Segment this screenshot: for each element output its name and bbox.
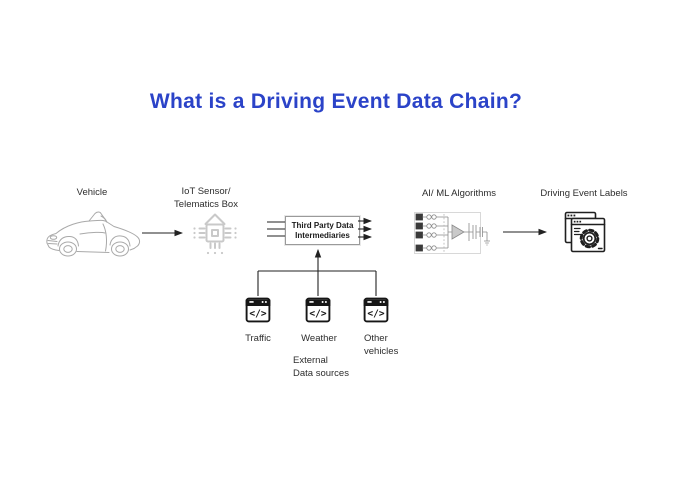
external-data-sources-caption xyxy=(293,354,349,380)
code-glyph: </> xyxy=(367,308,385,320)
other-vehicles-label-line1: Other xyxy=(364,333,388,344)
vehicle-label: Vehicle xyxy=(76,187,108,198)
gear-window-icon xyxy=(563,210,607,254)
third-party-data-box xyxy=(285,216,360,245)
third-party-data-box-line1: Third Party Data xyxy=(291,220,354,230)
other-vehicles-label-line2: vehicles xyxy=(364,346,399,357)
ai-ml-label: AI/ ML Algorithms xyxy=(421,188,497,199)
code-window-icon-traffic xyxy=(245,297,271,323)
driving-event-labels-label: Driving Event Labels xyxy=(540,188,628,199)
neural-circuit-icon xyxy=(414,211,494,255)
car-sketch-icon xyxy=(44,210,144,258)
intermediary-input-lines xyxy=(267,222,285,236)
code-glyph: </> xyxy=(249,308,267,320)
iot-sensor-label-line2: Telematics Box xyxy=(174,199,238,210)
other-vehicles-label xyxy=(364,332,398,358)
iot-sensor-label-line1: IoT Sensor/ xyxy=(181,186,231,197)
code-window-icon-other-vehicles xyxy=(363,297,389,323)
external-caption-line2: Data sources xyxy=(293,368,349,379)
external-sources-connector xyxy=(258,271,376,296)
code-glyph: </> xyxy=(309,308,327,320)
external-caption-line1: External xyxy=(293,355,328,366)
code-window-icon-weather xyxy=(305,297,331,323)
traffic-label: Traffic xyxy=(245,333,271,344)
microchip-icon xyxy=(191,209,239,257)
third-party-data-box-line2: Intermediaries xyxy=(295,230,350,240)
iot-sensor-label xyxy=(174,185,238,211)
page-title: What is a Driving Event Data Chain? xyxy=(149,90,523,113)
weather-label: Weather xyxy=(301,333,337,344)
